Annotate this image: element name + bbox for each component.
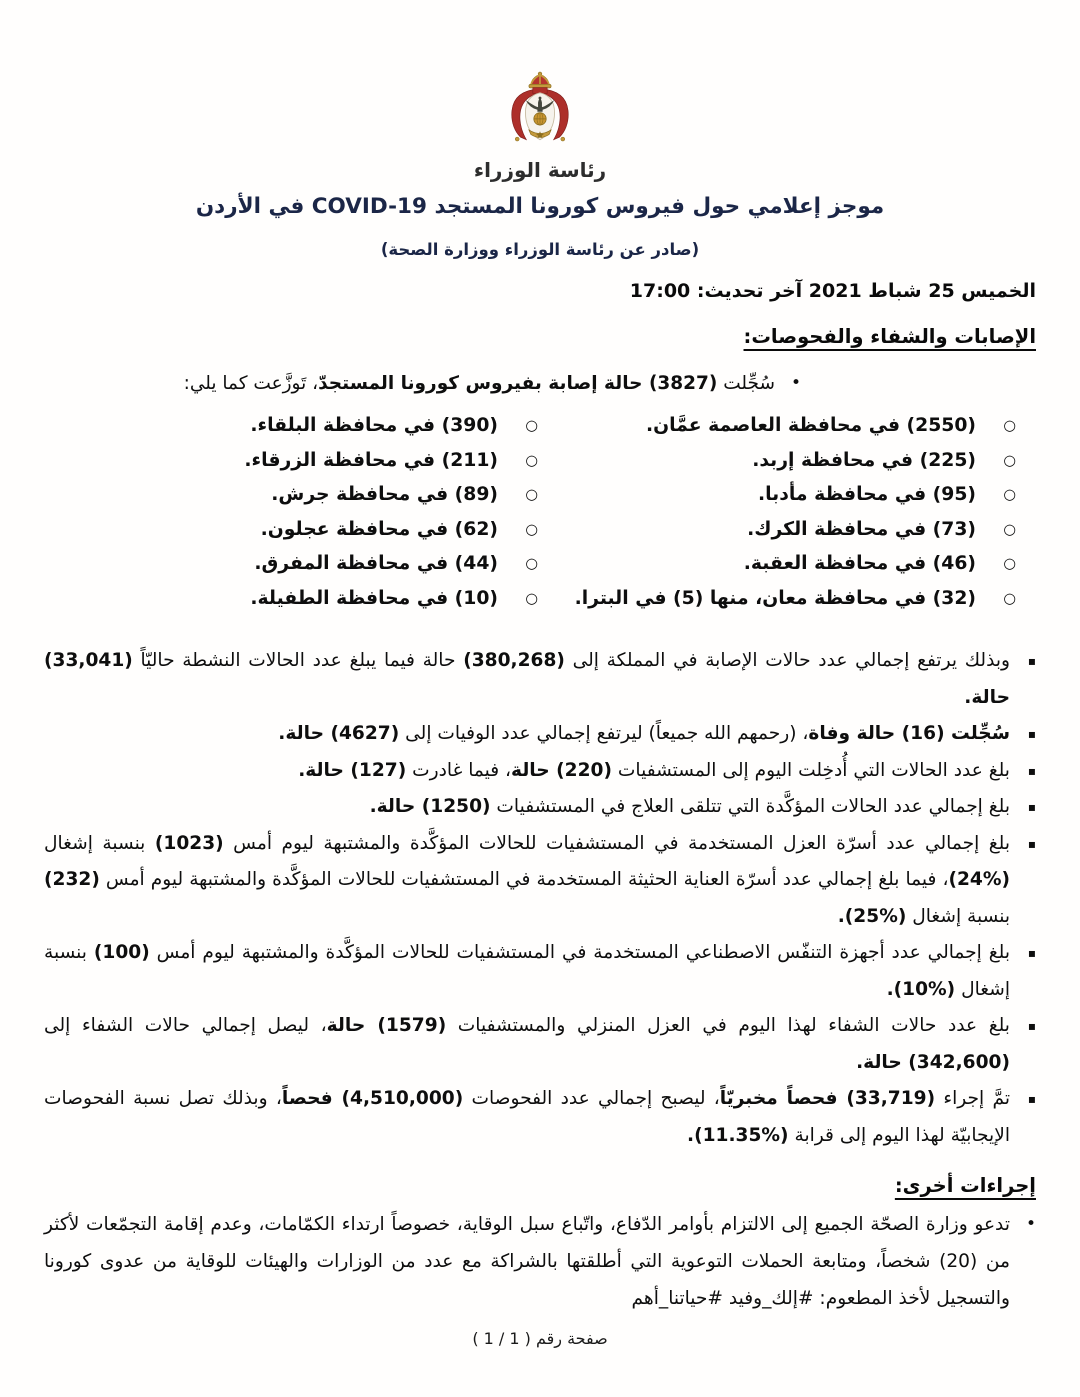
governorate-item xyxy=(44,513,538,548)
stat-total-cases xyxy=(44,643,1036,716)
governorate-item xyxy=(44,478,538,513)
governorate-item-text: (44) في محافظة المفرق. xyxy=(254,553,498,574)
governorate-item xyxy=(44,444,538,479)
stat-text: بلغ إجمالي عدد الحالات المؤكَّدة التي تتلقى العلاج في المستشفيات (1250) حالة. xyxy=(369,796,1010,817)
dot-bullet-icon: • xyxy=(1025,1214,1036,1234)
square-bullet-icon: ▪ xyxy=(1027,763,1036,778)
stat-text: بلغ عدد الحالات التي أُدخِلت اليوم إلى المستشفيات (220) حالة، فيما غادرت (127) حالة. xyxy=(298,759,1010,781)
stat-deaths xyxy=(44,716,1036,753)
square-bullet-icon: ▪ xyxy=(1027,836,1036,851)
jordan-coat-of-arms-icon xyxy=(482,70,598,156)
stat-text: بلغ إجمالي عدد أسرّة العزل المستخدمة في المستشفيات للحالات المؤكَّدة والمشتبهة ليوم أمس (1023) بنسبة إشغال (%24)، فيما بلغ إجمالي عدد أسرّة العناية الحثيثة المستخدمة في المستشفيات للحالات المؤكَّدة والمشتبهة ليوم أمس (232) بنسبة إشغال (%25). xyxy=(44,832,1010,927)
square-bullet-icon: ▪ xyxy=(1027,800,1036,814)
section-heading-cases: الإصابات والشفاء والفحوصات: xyxy=(743,325,1036,348)
stats-list xyxy=(44,643,1036,1154)
new-cases-intro-text: سُجِّلت (3827) حالة إصابة بفيروس كورونا المستجدّ، تَوزَّعت كما يلي: xyxy=(183,373,775,394)
governorates-column-right xyxy=(538,409,1016,616)
square-bullet-icon: ▪ xyxy=(1027,727,1036,741)
governorate-item-text: (73) في محافظة الكرك. xyxy=(747,518,976,540)
other-measures-text: تدعو وزارة الصحّة الجميع إلى الالتزام بأوامر الدّفاع، واتّباع سبل الوقاية، خصوصاً ارتداء الكمّامات، وعدم إقامة التجمّعات لأكثر من (20) شخصاً، ومتابعة الحملات التوعوية التي أطلقتها بالشراكة مع عدد من الوزارات والهيئات للوقاية من عدوى كورونا والتسجيل لأخذ المطعوم: #إلك_وفيد #حياتنا_أهم xyxy=(44,1214,1010,1309)
governorate-item xyxy=(538,478,1016,513)
governorate-item-text: (390) في محافظة البلقاء. xyxy=(250,415,498,436)
governorate-item xyxy=(44,409,538,444)
governorate-item xyxy=(44,547,538,582)
square-bullet-icon: ▪ xyxy=(1027,1019,1036,1033)
governorate-item-text: (2550) في محافظة العاصمة عمَّان. xyxy=(645,415,976,436)
circle-bullet-icon: ○ xyxy=(525,487,538,503)
stat-text: بلغ إجمالي عدد أجهزة التنفّس الاصطناعي المستخدمة في المستشفيات للحالات المؤكَّدة والمشتبهة ليوم أمس (100) بنسبة إشغال (%10). xyxy=(44,942,1010,1000)
circle-bullet-icon: ○ xyxy=(525,556,538,572)
new-cases-intro-item xyxy=(44,365,801,402)
stat-text: وبذلك يرتفع إجمالي عدد حالات الإصابة في المملكة إلى (380,268) حالة فيما يبلغ عدد الحالات النشطة حاليّاً (33,041) حالة. xyxy=(44,650,1010,708)
circle-bullet-icon: ○ xyxy=(1003,487,1016,503)
governorate-item-text: (46) في محافظة العقبة. xyxy=(743,553,976,574)
governorates-list xyxy=(44,409,1016,616)
square-bullet-icon: ▪ xyxy=(1027,1092,1036,1106)
stat-isolation-icu-beds xyxy=(44,826,1036,936)
governorate-item xyxy=(538,547,1016,582)
circle-bullet-icon: ○ xyxy=(525,418,538,434)
governorate-item xyxy=(44,582,538,617)
page-subtitle: (صادر عن رئاسة الوزراء ووزارة الصحة) xyxy=(380,240,700,259)
governorate-item xyxy=(538,582,1016,617)
governorate-item xyxy=(538,409,1016,444)
section-heading-other-measures: إجراءات أخرى: xyxy=(894,1174,1036,1197)
governorate-item-text: (225) في محافظة إربد. xyxy=(752,449,976,471)
governorates-column-left xyxy=(44,409,538,616)
circle-bullet-icon: ○ xyxy=(525,452,538,469)
circle-bullet-icon: ○ xyxy=(1003,521,1016,538)
page-title: موجز إعلامي حول فيروس كورونا المستجد COVID-19 في الأردن xyxy=(195,194,885,219)
governorate-item xyxy=(538,444,1016,479)
header-logo xyxy=(44,0,1036,183)
org-script-text: رئاسة الوزراء xyxy=(473,158,607,182)
date-line: الخميس 25 شباط 2021 آخر تحديث: 17:00 xyxy=(629,280,1036,302)
stat-recoveries xyxy=(44,1008,1036,1081)
governorate-item-text: (32) في محافظة معان، منها (5) في البترا. xyxy=(574,587,976,609)
stat-hospital-admissions xyxy=(44,753,1036,790)
governorate-item xyxy=(538,513,1016,548)
governorate-item-text: (95) في محافظة مأدبا. xyxy=(758,484,976,505)
circle-bullet-icon: ○ xyxy=(525,521,538,538)
stat-ventilators xyxy=(44,935,1036,1008)
governorate-item-text: (62) في محافظة عجلون. xyxy=(260,518,498,540)
stat-tests xyxy=(44,1081,1036,1154)
page-number: صفحة رقم ( 1 / 1 ) xyxy=(472,1329,608,1348)
stat-hospitalized-confirmed xyxy=(44,789,1036,826)
other-measures-item xyxy=(44,1206,1036,1317)
stat-text: سُجِّلت (16) حالة وفاة، (رحمهم الله جميعاً) ليرتفع إجمالي عدد الوفيات إلى (4627) حالة. xyxy=(278,723,1010,744)
circle-bullet-icon: ○ xyxy=(1003,590,1016,607)
dot-bullet-icon: • xyxy=(790,373,801,393)
stat-text: تمَّ إجراء (33,719) فحصاً مخبريّاً، ليصبح إجمالي عدد الفحوصات (4,510,000) فحصاً، وبذلك تصل نسبة الفحوصات الإيجابيّة لهذا اليوم إلى قرابة (%11.35). xyxy=(44,1088,1010,1146)
governorate-item-text: (89) في محافظة جرش. xyxy=(271,484,498,505)
circle-bullet-icon: ○ xyxy=(1003,418,1016,434)
stat-text: بلغ عدد حالات الشفاء لهذا اليوم في العزل المنزلي والمستشفيات (1579) حالة، ليصل إجمالي حالات الشفاء إلى (342,600) حالة. xyxy=(44,1015,1010,1073)
circle-bullet-icon: ○ xyxy=(1003,556,1016,572)
circle-bullet-icon: ○ xyxy=(525,590,538,607)
square-bullet-icon: ▪ xyxy=(1027,654,1036,668)
governorate-item-text: (10) في محافظة الطفيلة. xyxy=(250,587,498,609)
square-bullet-icon: ▪ xyxy=(1027,946,1036,960)
governorate-item-text: (211) في محافظة الزرقاء. xyxy=(244,449,498,471)
circle-bullet-icon: ○ xyxy=(1003,452,1016,469)
